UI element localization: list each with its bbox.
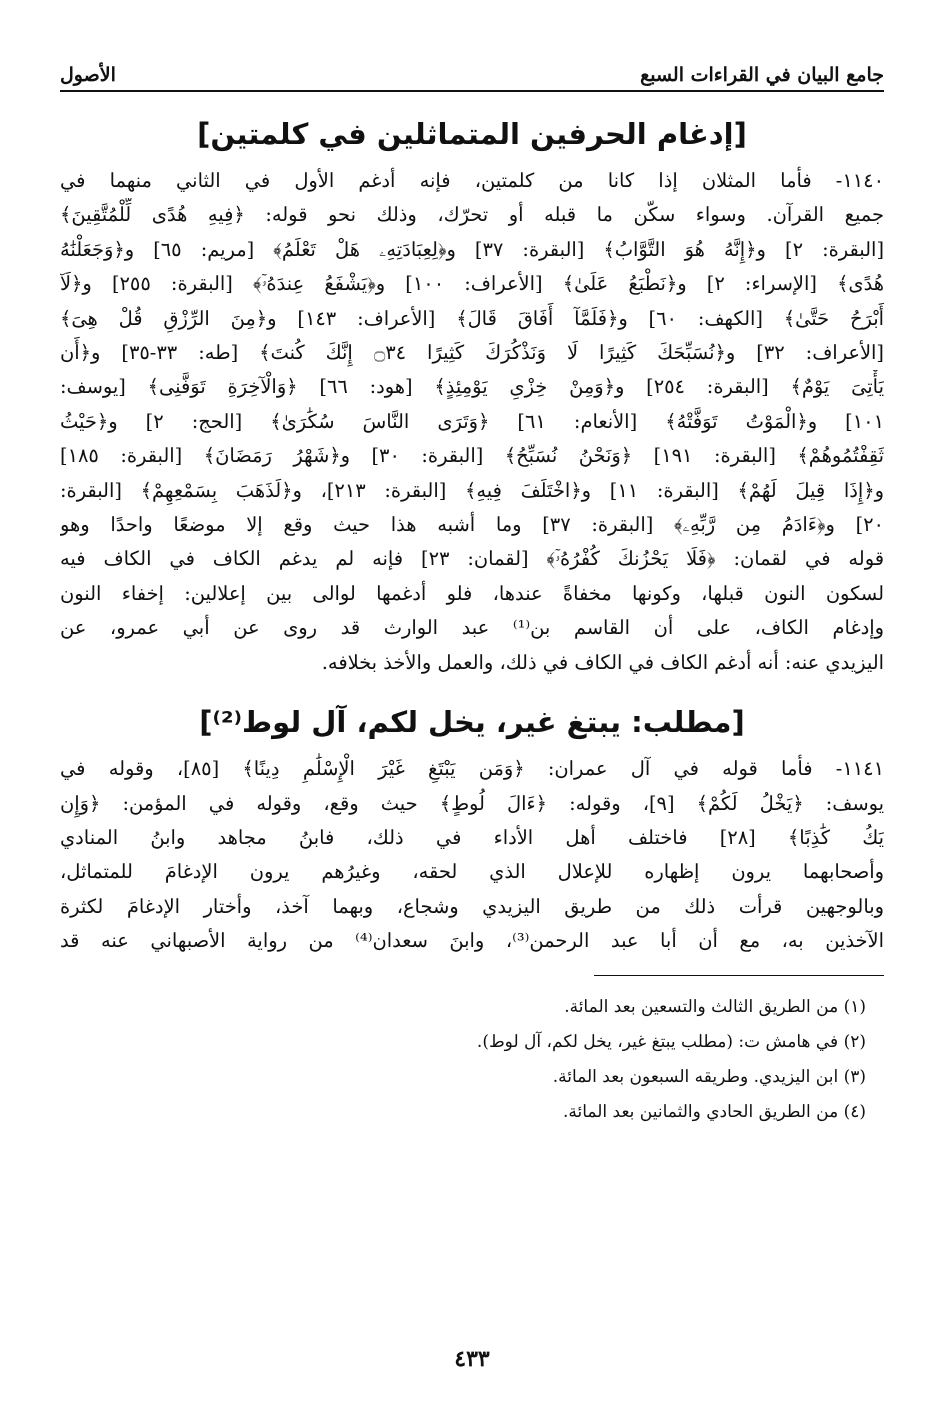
text-line: الآخذين به، مع أن أبا عبد الرحمن⁽³⁾، وابنَ سعدان⁽⁴⁾ من رواية الأصبهاني عنه قد — [60, 929, 884, 953]
text-line: ثَقِفْتُمُوهُمْ﴾ [البقرة: ١٩١] ﴿وَنَحْنُ نُسَبِّحُ﴾ [البقرة: ٣٠] و﴿شَهْرُ رَمَضَانَ﴾ [البقرة: ١٨٥] — [60, 444, 884, 468]
section-name: الأصول — [60, 64, 116, 86]
section-title-1: [إدغام الحرفين المتماثلين في كلمتين] — [197, 117, 747, 151]
footnotes — [60, 990, 884, 1130]
text-line: وأصحابهما يرون إظهاره للإعلال الذي لحقه، وغيرُهم يرون الإدغامَ للمتماثل، — [60, 860, 884, 884]
text-line: يَأْتِىَ يَوْمٌ﴾ [البقرة: ٢٥٤] و﴿وَمِنْ خِزْىِ يَوْمِئِذٍ﴾ [هود: ٦٦] ﴿وَالْآخِرَةِ تَوَفَّنِى﴾ [يوسف: — [60, 375, 884, 399]
text-line: لسكون النون قبلها، وكونها مخفاةً عندها، فلو أدغمها لوالى بين إعلالين: إخفاء النون — [60, 581, 884, 605]
paragraph-1141 — [60, 752, 884, 958]
paragraph-1140 — [60, 164, 884, 680]
text-line: وبالوجهين قرأت ذلك من طريق اليزيدي وشجاع، وبهما آخذ، وأختار الإدغامَ لكثرة — [60, 894, 884, 918]
footnote-divider — [594, 975, 884, 976]
footnote-1: (١) من الطريق الثالث والتسعين بعد المائة. — [564, 996, 866, 1017]
text-line: أَبْرَحُ حَتَّىٰ﴾ [الكهف: ٦٠] و﴿فَلَمَّآ أَفَاقَ قَالَ﴾ [الأعراف: ١٤٣] و﴿مِنَ الرِّزْقِ قُلْ هِىَ﴾ — [60, 306, 884, 330]
section-title-2: [مطلب: يبتغ غير، يخل لكم، آل لوط⁽²⁾] — [199, 705, 745, 740]
text-line: ١١٤١- فأما قوله في آل عمران: ﴿وَمَن يَبْتَغِ غَيْرَ الْإِسْلَٰمِ دِينًا﴾ [٨٥]، وقوله في — [60, 757, 884, 781]
page — [60, 52, 884, 1372]
text-line: [البقرة: ٢] و﴿إِنَّهُ هُوَ التَّوَّابُ﴾ [البقرة: ٣٧] و﴿لِعِبَادَتِهِۦ هَلْ تَعْلَمُ﴾ [مريم: ٦٥] و﴿وَجَعَلْنَٰهُ — [60, 237, 884, 261]
footnote-3: (٣) ابن اليزيدي. وطريقه السبعون بعد المائة. — [552, 1066, 866, 1087]
footnote-4: (٤) من الطريق الحادي والثمانين بعد المائة. — [562, 1101, 866, 1122]
page-number: ٤٣٣ — [454, 1346, 490, 1372]
text-line: يَكُ كَٰذِبًا﴾ [٢٨] فاختلف أهل الأداء في ذلك، فابنُ مجاهد وابنُ المنادي — [60, 825, 884, 849]
text-line: ٢٠] و﴿ءَادَمُ مِن رَّبِّهِۦ﴾ [البقرة: ٣٧] وما أشبه هذا حيث وقع إلا موضعًا واحدًا وهو — [60, 513, 884, 537]
text-line: [الأعراف: ٣٢] و﴿نُسَبِّحَكَ كَثِيرًا لَا وَنَذْكُرَكَ كَثِيرًا ۝٣٤ إِنَّكَ كُنتَ﴾ [طه: ٣٣-٣٥] و﴿أَن — [60, 341, 884, 365]
footnote-2: (٢) في هامش ت: (مطلب يبتغ غير، يخل لكم، آل لوط). — [476, 1031, 866, 1052]
book-title: جامع البيان في القراءات السبع — [640, 64, 884, 86]
text-line: هُدًى﴾ [الإسراء: ٢] و﴿نَطْبَعُ عَلَىٰ﴾ [الأعراف: ١٠٠] و﴿يَشْفَعُ عِندَهُۥٓ﴾ [البقرة: ٢٥٥] و﴿لَآ — [60, 272, 884, 296]
text-line: ١١٤٠- فأما المثلان إذا كانا من كلمتين، فإنه أدغم الأول في الثاني منهما في — [60, 169, 884, 192]
text-line: اليزيدي عنه: أنه أدغم الكاف في الكاف في ذلك، والعمل والأخذ بخلافه. — [321, 650, 884, 674]
text-line: جميع القرآن. وسواء سكّن ما قبله أو تحرّك، وذلك نحو قوله: ﴿فِيهِ هُدًى لِّلْمُتَّقِينَ﴾ — [60, 203, 884, 227]
text-line: يوسف: ﴿يَخْلُ لَكُمْ﴾ [٩]، وقوله: ﴿ءَالَ لُوطٍ﴾ حيث وقع، وقوله في المؤمن: ﴿وَإِن — [60, 791, 884, 815]
text-line: و﴿إِذَا قِيلَ لَهُمْ﴾ [البقرة: ١١] و﴿اخْتَلَفَ فِيهِ﴾ [البقرة: ٢١٣]، و﴿لَذَهَبَ بِسَمْعِهِمْ﴾ [البقرة: — [60, 478, 884, 502]
text-line: قوله في لقمان: ﴿فَلَا يَحْزُنكَ كُفْرُهُۥٓ﴾ [لقمان: ٢٣] فإنه لم يدغم الكاف في الكاف فيه — [60, 547, 884, 571]
text-line: ١٠١] و﴿الْمَوْتُ تَوَفَّتْهُ﴾ [الأنعام: ٦١] ﴿وَتَرَى النَّاسَ سُكَٰرَىٰ﴾ [الحج: ٢] و﴿حَيْثُ — [60, 409, 884, 433]
text-line: وإدغام الكاف، على أن القاسم بن⁽¹⁾ عبد الوارث قد روى عن أبي عمرو، عن — [60, 616, 884, 640]
running-header — [60, 52, 884, 92]
